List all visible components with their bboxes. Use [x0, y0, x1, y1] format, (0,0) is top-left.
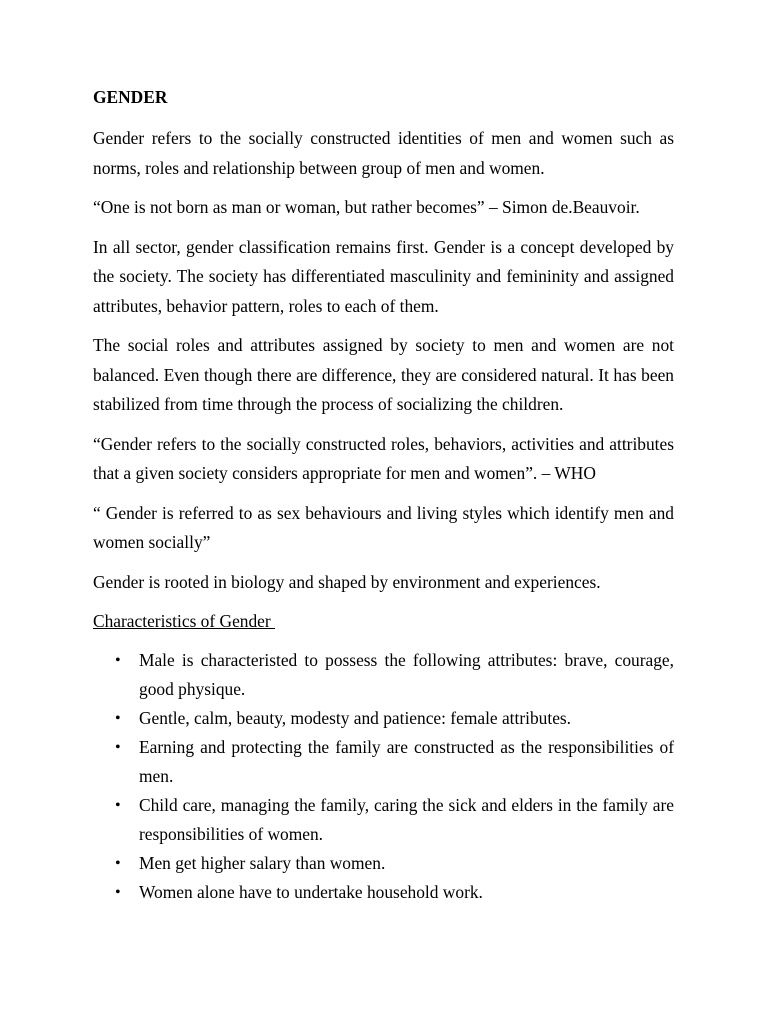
document-page	[93, 85, 674, 907]
list-item	[93, 878, 674, 907]
list-item-text: Women alone have to undertake household work.	[139, 882, 483, 902]
paragraph-classification: In all sector, gender classification remains first. Gender is a concept developed by the society. The society has differentiated masculinity and femininity and assigned attributes, behavior pattern, roles to each of them.	[93, 236, 674, 316]
bullet-icon: •	[115, 884, 121, 901]
characteristics-subheading: Characteristics of Gender	[93, 611, 276, 631]
list-item	[93, 849, 674, 878]
list-item	[93, 791, 674, 849]
bullet-icon: •	[115, 739, 121, 756]
bullet-icon: •	[115, 652, 121, 669]
list-item	[93, 646, 674, 704]
document-title: GENDER	[93, 87, 168, 107]
paragraph-beauvoir-quote: “One is not born as man or woman, but rather becomes” – Simon de.Beauvoir.	[93, 197, 640, 217]
characteristics-list	[93, 646, 674, 907]
paragraph-definition: Gender refers to the socially constructed identities of men and women such as norms, roles and relationship between group of men and women.	[93, 128, 674, 178]
paragraph-rooted-in-biology: Gender is rooted in biology and shaped by environment and experiences.	[93, 571, 601, 592]
list-item-text: Earning and protecting the family are constructed as the responsibilities of men.	[139, 737, 674, 786]
list-item	[93, 704, 674, 733]
list-item-text: Male is characteristed to possess the following attributes: brave, courage, good physique.	[139, 650, 674, 699]
list-item	[93, 733, 674, 791]
bullet-icon: •	[115, 710, 121, 727]
paragraph-who-quote: “Gender refers to the socially constructed roles, behaviors, activities and attributes that a given society considers appropriate for men and women”. – WHO	[93, 433, 674, 483]
bullet-icon: •	[115, 797, 121, 814]
list-item-text: Child care, managing the family, caring the sick and elders in the family are responsibilities of women.	[139, 795, 674, 844]
list-item-text: Gentle, calm, beauty, modesty and patience: female attributes.	[139, 708, 572, 728]
list-item-text: Men get higher salary than women.	[139, 853, 386, 873]
paragraph-sex-behaviours-quote: “ Gender is referred to as sex behaviours and living styles which identify men and women socially”	[93, 502, 674, 552]
bullet-icon: •	[115, 855, 121, 872]
paragraph-social-roles: The social roles and attributes assigned by society to men and women are not balanced. Even though there are difference, they are considered natural. It has been stabilized from time through the process of socializing the children.	[93, 335, 674, 414]
